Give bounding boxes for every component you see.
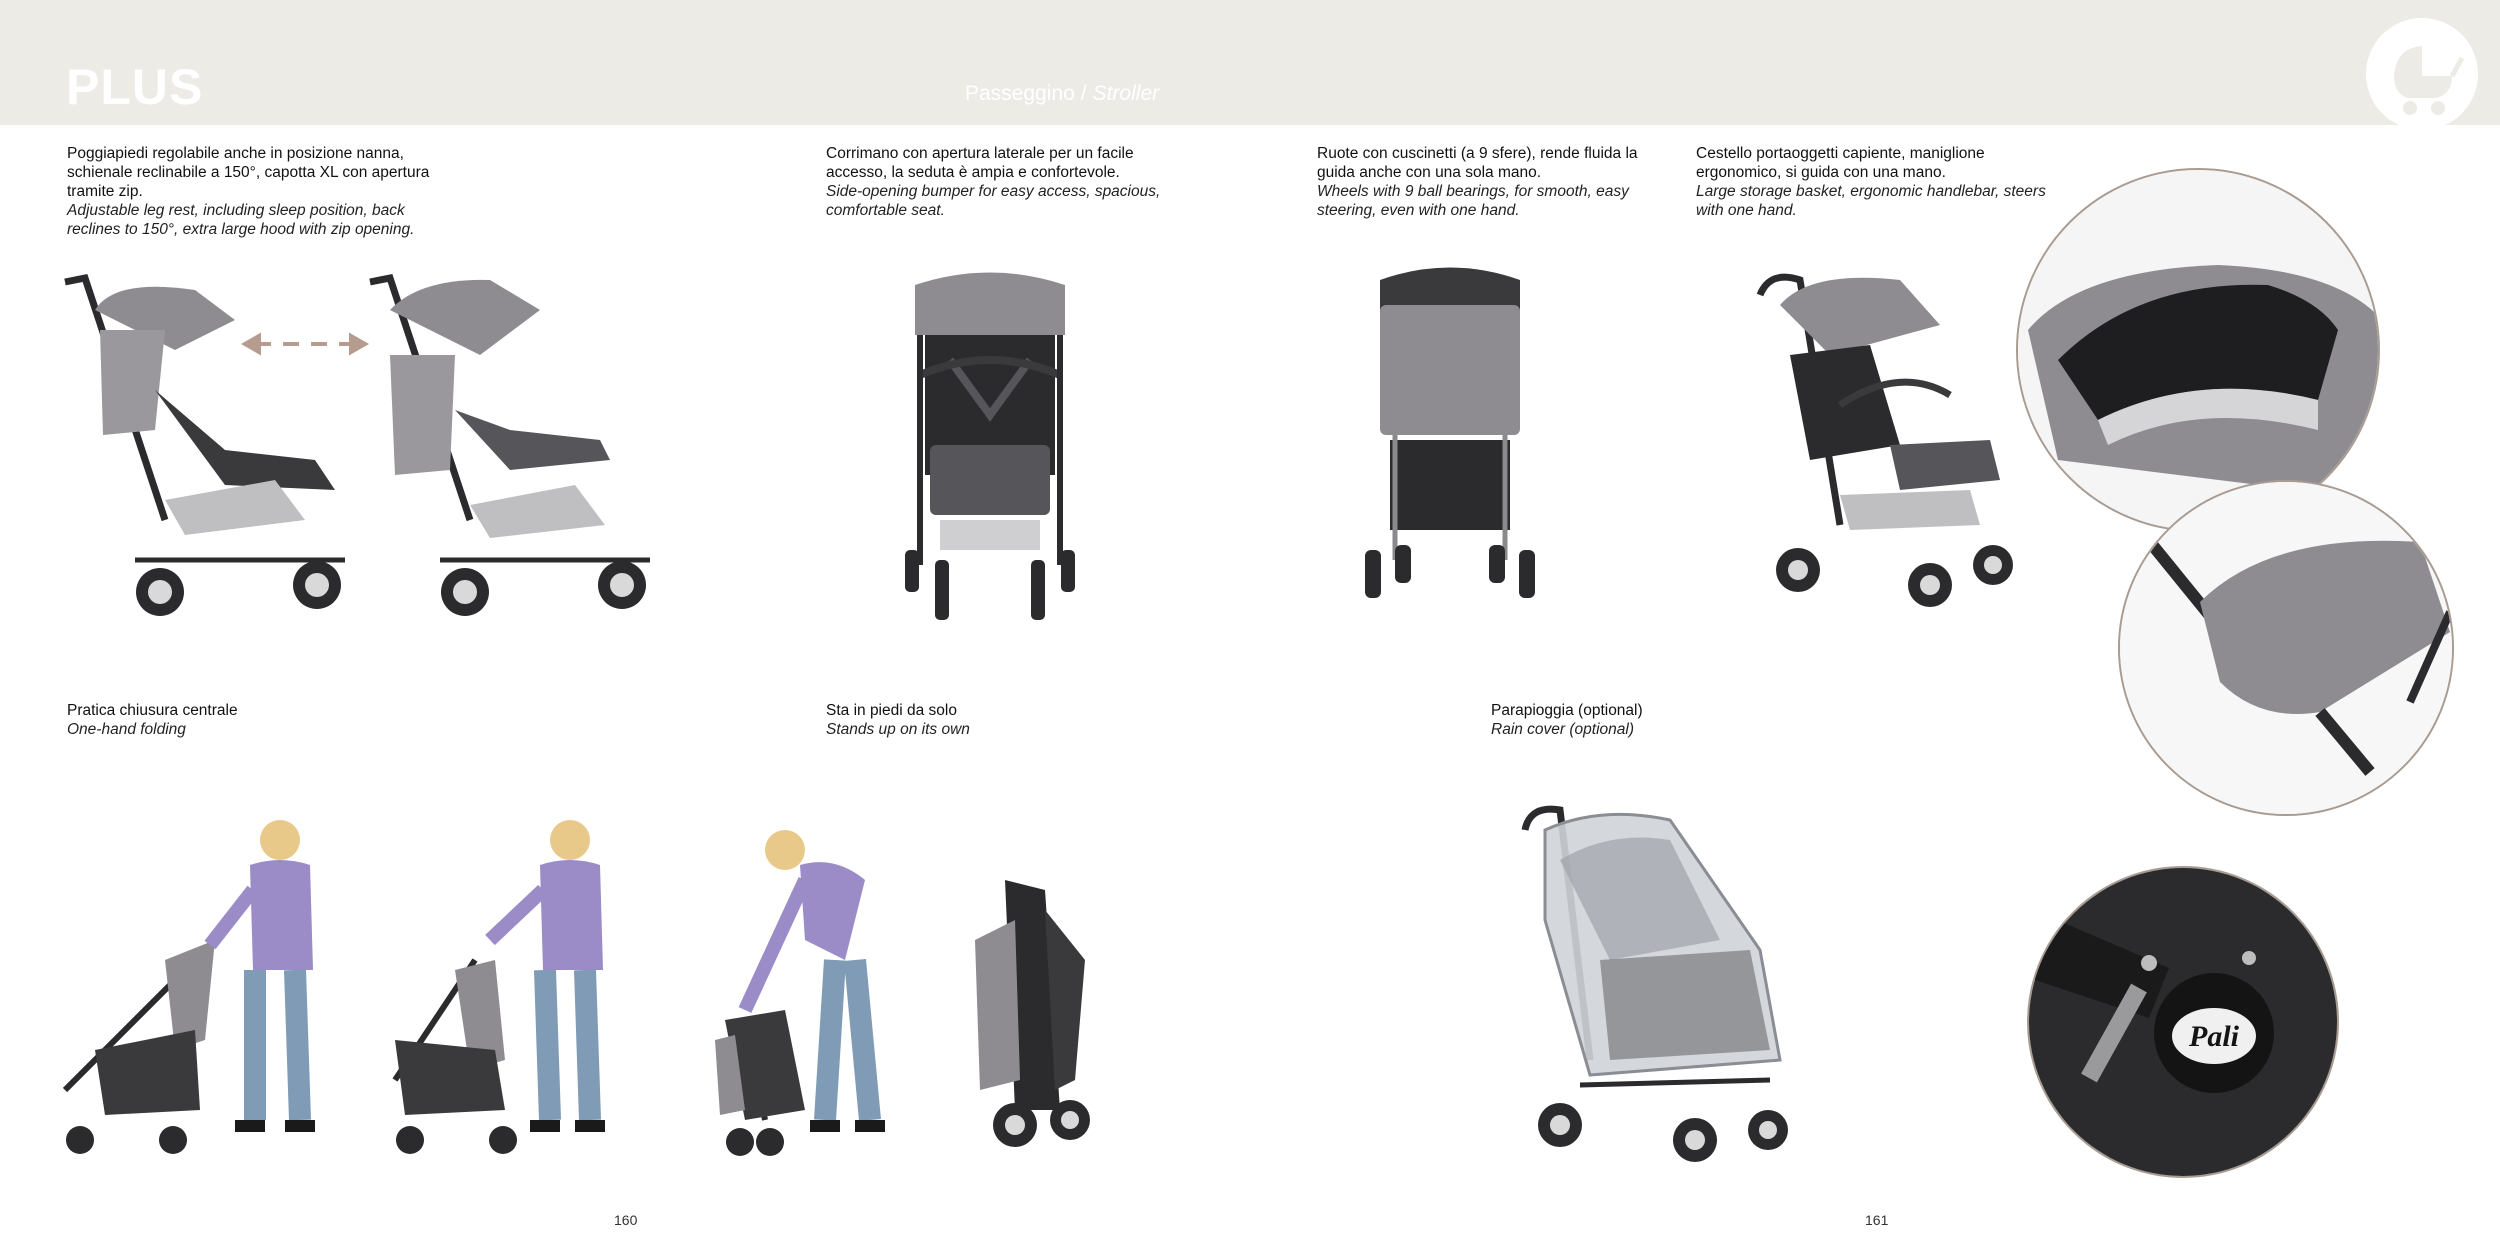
caption-en: Rain cover (optional) [1491, 721, 1635, 738]
caption-it: Poggiapiedi regolabile anche in posizione nanna, schienale reclinabile a 150°, capotta XL con apertura tramite zip. [67, 145, 430, 200]
folding-sequence-photo [55, 820, 1155, 1160]
stroller-front-photo [895, 265, 1085, 635]
rain-cover-photo [1520, 800, 1800, 1180]
section-label-separator: / [1080, 82, 1087, 105]
caption-it: Corrimano con apertura laterale per un facile accesso, la seduta è ampia e confortevole. [826, 145, 1134, 181]
stroller-basket-photo [1750, 265, 2030, 625]
caption-it: Ruote con cuscinetti (a 9 sfere), rende fluida la guida anche con una sola mano. [1317, 145, 1638, 181]
brand-logo-text: Pali [2189, 1020, 2239, 1053]
caption-folding [67, 701, 367, 739]
caption-en: One-hand folding [67, 721, 186, 738]
caption-en: Wheels with 9 ball bearings, for smooth, easy steering, even with one hand. [1317, 183, 1629, 219]
hood-detail-circle [2016, 168, 2380, 532]
section-label-it: Passeggino [965, 82, 1075, 105]
caption-wheels [1317, 144, 1667, 220]
section-label [965, 82, 1159, 106]
caption-rain-cover [1491, 701, 1791, 739]
stroller-category-icon [2366, 18, 2478, 130]
caption-en: Adjustable leg rest, including sleep position, back reclines to 150°, extra large hood with zip opening. [67, 202, 415, 238]
page-number-left: 160 [614, 1212, 638, 1228]
caption-basket [1696, 144, 2066, 220]
caption-en: Stands up on its own [826, 721, 970, 738]
caption-en: Side-opening bumper for easy access, spacious, comfortable seat. [826, 183, 1161, 219]
caption-stands [826, 701, 1126, 739]
caption-leg-rest [67, 144, 437, 239]
logo-detail-circle [2027, 866, 2339, 1178]
caption-it: Sta in piedi da solo [826, 702, 957, 719]
page-number-right: 161 [1865, 1212, 1889, 1228]
caption-bumper [826, 144, 1196, 220]
caption-it: Cestello portaoggetti capiente, maniglione ergonomico, si guida con una mano. [1696, 145, 1985, 181]
page-title: PLUS [66, 59, 204, 115]
section-label-en: Stroller [1092, 82, 1160, 105]
canopy-detail-circle [2118, 480, 2454, 816]
caption-it: Pratica chiusura centrale [67, 702, 238, 719]
caption-en: Large storage basket, ergonomic handlebar, steers with one hand. [1696, 183, 2046, 219]
stroller-leg-rest-photo [55, 270, 675, 630]
stroller-back-photo [1355, 260, 1545, 610]
header-band [0, 0, 2500, 125]
caption-it: Parapioggia (optional) [1491, 702, 1643, 719]
